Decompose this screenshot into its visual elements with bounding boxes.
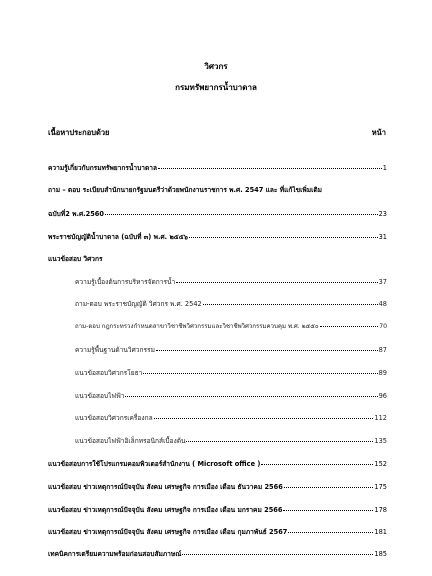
toc-leader [105, 214, 378, 215]
toc-leader [320, 326, 379, 327]
toc-entry-text: ความรู้เบื้องต้นการบริหารจัดการน้ำ [75, 278, 176, 286]
toc-row-label: ถาม – ตอบ ระเบียบสำนักนายกรัฐมนตรีว่าด้วยพนักงานราชการ พ.ศ. 2547 และ ที่แก้ไขเพิ่มเติม [48, 186, 323, 194]
toc-row [48, 208, 387, 219]
toc-leader [182, 554, 373, 555]
toc-entry-page: 96 [378, 392, 387, 400]
toc-section-label: แนวข้อสอบ วิศวกร [48, 255, 103, 263]
toc-entry-text: แนวข้อสอบวิศวกรเครื่องกล [75, 414, 153, 422]
page-subtitle: กรมทรัพยากรน้ำบาดาล [175, 83, 257, 92]
toc-row [75, 298, 387, 309]
toc-entry-text: แนวข้อสอบวิศวกรโยธา [75, 369, 143, 377]
toc-entry-text: แนวข้อสอบไฟฟ้า [75, 392, 125, 400]
toc-entry-page: 87 [378, 346, 387, 354]
toc-row [75, 321, 387, 331]
toc-entry-page: 178 [374, 506, 387, 514]
toc-entry-page: 23 [378, 210, 387, 218]
toc-entry-text: แนวข้อสอบ ข่าวเหตุการณ์ปัจจุบัน สังคม เศรษฐกิจ การเมือง เดือน ธันวาคม 2566 [48, 483, 283, 491]
toc-entry-page: 185 [374, 550, 387, 558]
toc-row [75, 390, 387, 401]
toc-entry-text: แนวข้อสอบ ข่าวเหตุการณ์ปัจจุบัน สังคม เศรษฐกิจ การเมือง เดือน มกราคม 2566 [48, 506, 283, 514]
toc-entry-text: เทคนิคการเตรียมความพร้อมก่อนสอบสัมภาษณ์ [48, 550, 182, 558]
toc-leader [189, 237, 378, 238]
toc-entry-page: 112 [374, 414, 387, 422]
toc-leader [203, 304, 378, 305]
page-title: วิศวกร [204, 62, 228, 71]
toc-entry-page: 181 [374, 528, 387, 536]
toc-entry-page: 48 [378, 300, 387, 308]
toc-entry-text: ความรู้พื้นฐานด้านวิศวกรรม [75, 346, 155, 354]
toc-leader [158, 168, 382, 169]
toc-entry-page: 89 [378, 369, 387, 377]
toc-entry-text: ฉบับที่2 พ.ศ.2560 [48, 210, 104, 218]
toc-leader [288, 532, 373, 533]
toc-entry-text: แนวข้อสอบไฟฟ้าอิเล็กทรอนิกส์เบื้องต้น [75, 437, 186, 445]
page-column-heading: หน้า [371, 128, 386, 137]
toc-entry-text: พระราชบัญญัติน้ำบาดาล (ฉบับที่ ๓) พ.ศ. ๒๕๕๖ [48, 233, 188, 241]
toc-leader [143, 373, 377, 374]
toc-entry-page: 1 [382, 164, 387, 172]
toc-leader [154, 418, 374, 419]
toc-entry-text: ความรู้เกี่ยวกับกรมทรัพยากรน้ำบาดาล [48, 164, 158, 172]
toc-leader [186, 441, 373, 442]
toc-row [48, 526, 387, 537]
contents-heading: เนื้อหาประกอบด้วย [48, 128, 110, 137]
toc-row [75, 412, 387, 423]
toc-entry-page: 135 [374, 437, 387, 445]
toc-entry-text: แนวข้อสอบ ข่าวเหตุการณ์ปัจจุบัน สังคม เศรษฐกิจ การเมือง เดือน กุมภาพันธ์ 2567 [48, 528, 288, 536]
toc-row [48, 231, 387, 242]
toc-row [75, 344, 387, 355]
toc-row [75, 276, 387, 287]
toc-row [48, 504, 387, 515]
toc-leader [261, 464, 373, 465]
toc-entry-text: แนวข้อสอบการใช้โปรแกรมคอมพิวเตอร์สำนักงาน ( Microsoft office ) [48, 460, 261, 468]
toc-entry-page: 31 [378, 233, 387, 241]
toc-row [75, 367, 387, 378]
toc-row [75, 435, 387, 446]
toc-entry-page: 70 [379, 323, 387, 330]
toc-row [48, 458, 387, 469]
toc-row [48, 481, 387, 492]
toc-entry-text: ถาม-ตอบ กฎกระทรวงกำหนดสาขาวิชาชีพวิศวกรรมและวิชาชีพวิศวกรรมควบคุม พ.ศ. ๒๕๕๐ [75, 323, 319, 330]
toc-leader [156, 350, 378, 351]
toc-entry-page: 175 [374, 483, 387, 491]
toc-entry-text: ถาม-ตอบ พระราชบัญญัติ วิศวกร พ.ศ. 2542 [75, 300, 202, 308]
toc-leader [284, 487, 374, 488]
toc-leader [125, 396, 377, 397]
toc-row [48, 162, 387, 173]
toc-entry-page: 37 [378, 278, 387, 286]
toc-row [48, 548, 387, 559]
toc-leader [176, 282, 377, 283]
toc-leader [283, 510, 373, 511]
toc-entry-page: 152 [374, 460, 387, 468]
